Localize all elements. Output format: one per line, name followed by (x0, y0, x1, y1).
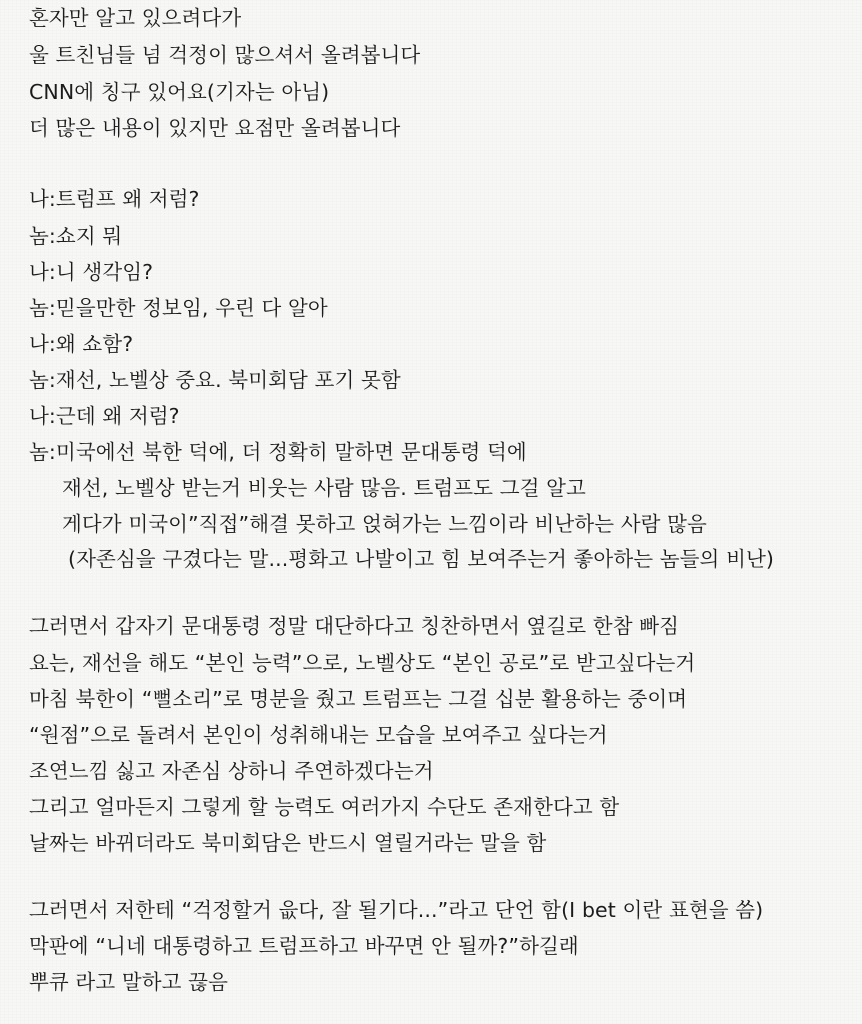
text-line: 혼자만 알고 있으려다가 (29, 6, 242, 30)
text-line: 그리고 얼마든지 그렇게 할 능력도 여러가지 수단도 존재한다고 함 (29, 795, 620, 819)
text-line: 막판에 “니네 대통령하고 트럼프하고 바꾸면 안 될까?”하길래 (29, 934, 579, 958)
dialog-line-friend: 놈:믿을만한 정보임, 우린 다 알아 (29, 296, 328, 320)
dialog-line-me: 나:왜 쇼함? (29, 332, 134, 356)
dialog-continuation: 게다가 미국이”직접”해결 못하고 얹혀가는 느낌이라 비난하는 사람 많음 (62, 512, 707, 536)
dialog-line-friend: 놈:재선, 노벨상 중요. 북미회담 포기 못함 (29, 368, 401, 392)
dialog-line-me: 나:트럼프 왜 저럼? (29, 187, 200, 211)
text-line: 날짜는 바뀌더라도 북미회담은 반드시 열릴거라는 말을 함 (29, 831, 547, 855)
text-line: 그러면서 갑자기 문대통령 정말 대단하다고 칭찬하면서 옆길로 한참 빠짐 (29, 614, 680, 638)
text-line: 요는, 재선을 해도 “본인 능력”으로, 노벨상도 “본인 공로”로 받고싶다는거 (29, 651, 696, 675)
text-line: “원점”으로 돌려서 본인이 성취해내는 모습을 보여주고 싶다는거 (29, 723, 608, 747)
text-line: CNN에 칭구 있어요(기자는 아님) (29, 80, 330, 104)
text-line: 더 많은 내용이 있지만 요점만 올려봅니다 (29, 116, 401, 140)
dialog-continuation: (자존심을 구겼다는 말...평화고 나발이고 힘 보여주는거 좋아하는 놈들의 비난) (68, 547, 774, 571)
dialog-line-me: 나:니 생각임? (29, 260, 154, 284)
text-line: 그러면서 저한테 “걱정할거 읎다, 잘 될기다...”라고 단언 함(I bet 이란 표현을 씀) (29, 898, 764, 922)
text-line: 울 트친님들 넘 걱정이 많으셔서 올려봅니다 (29, 43, 421, 67)
dialog-line-friend: 놈:쇼지 뭐 (29, 224, 123, 248)
dialog-line-friend: 놈:미국에선 북한 덕에, 더 정확히 말하면 문대통령 덕에 (29, 440, 527, 464)
text-line: 마침 북한이 “뻘소리”로 명분을 줬고 트럼프는 그걸 십분 활용하는 중이며 (29, 687, 688, 711)
text-line: 뿌큐 라고 말하고 끊음 (29, 970, 228, 994)
dialog-line-me: 나:근데 왜 저럼? (29, 404, 180, 428)
text-line: 조연느낌 싫고 자존심 상하니 주연하겠다는거 (29, 759, 434, 783)
dialog-continuation: 재선, 노벨상 받는거 비웃는 사람 많음. 트럼프도 그걸 알고 (62, 476, 586, 500)
